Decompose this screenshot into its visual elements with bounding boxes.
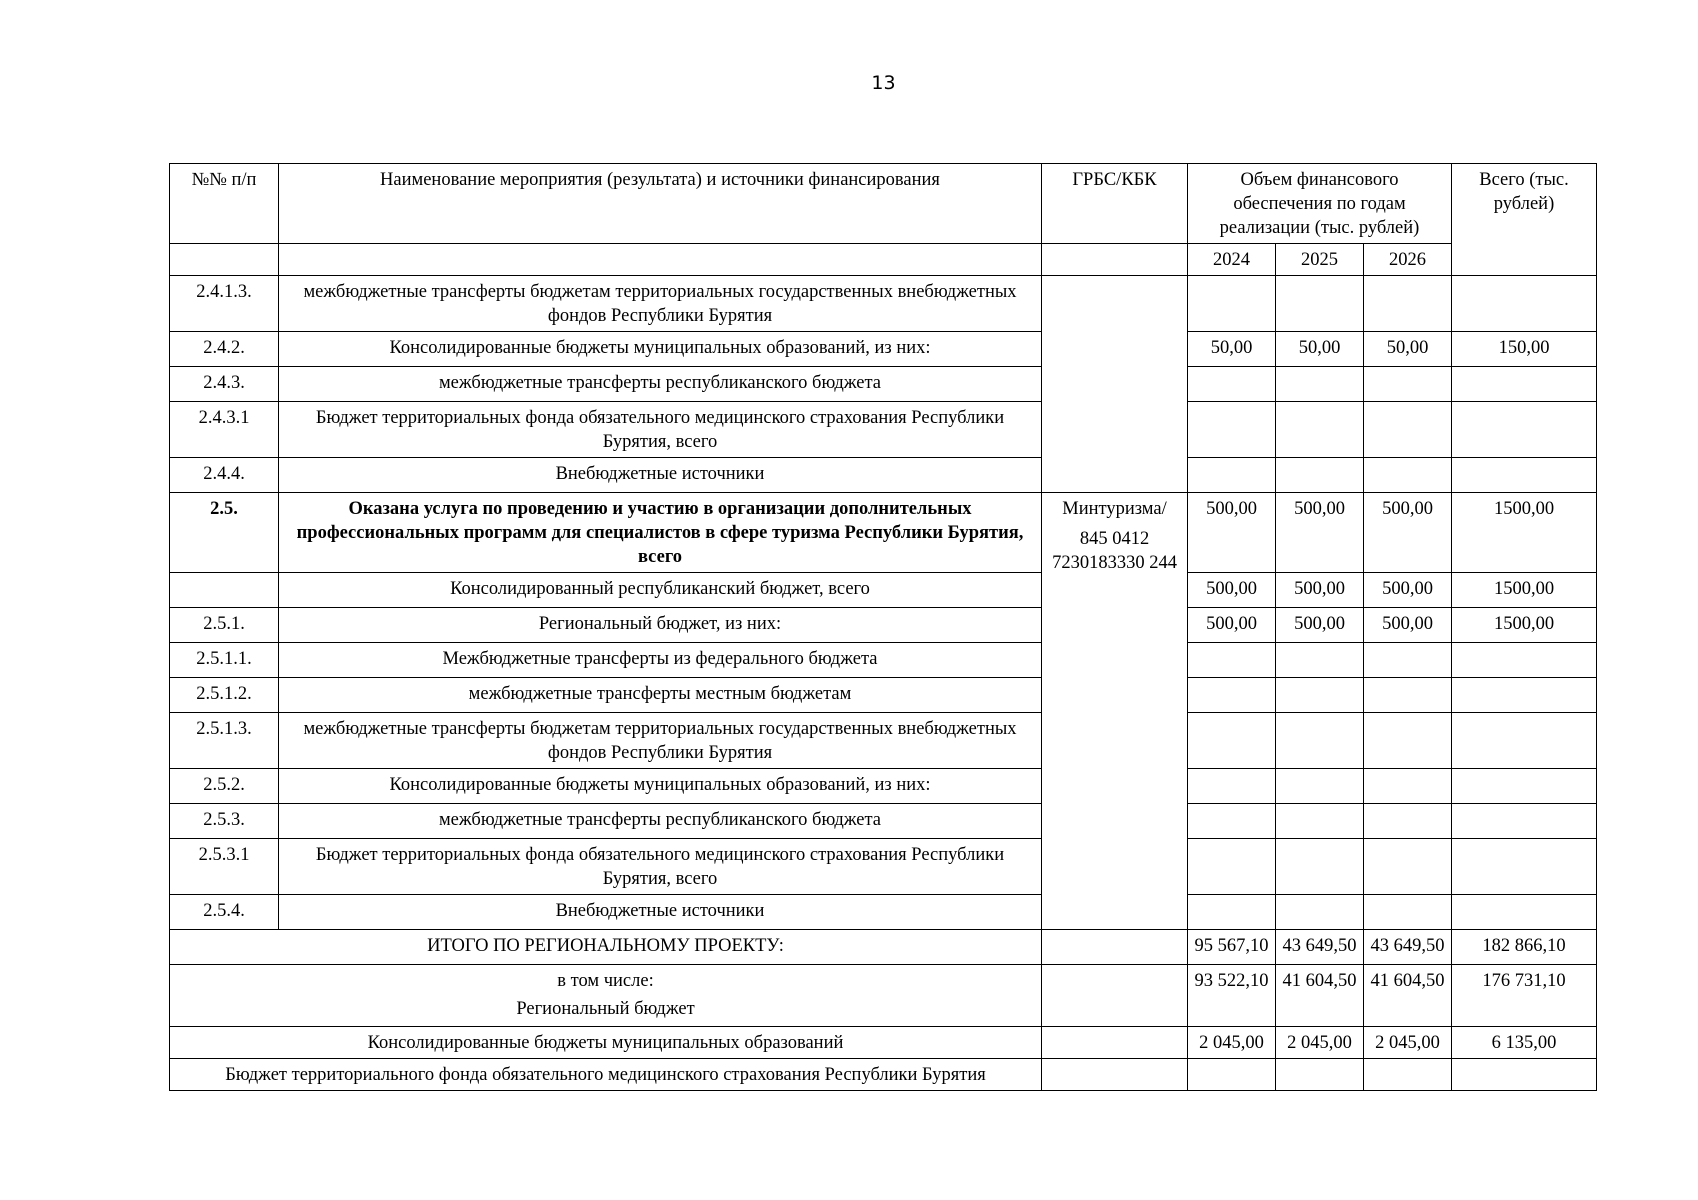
total-value-2024 [1188,1059,1276,1091]
row-value-2024 [1188,678,1276,713]
row-value-2024: 50,00 [1188,332,1276,367]
header-name: Наименование мероприятия (результата) и источники финансирования [279,164,1042,244]
row-number: 2.5.1.3. [170,713,279,769]
including-label: в том числе: [557,971,654,991]
row-total [1452,643,1597,678]
row-value-2024 [1188,713,1276,769]
total-sum [1452,1059,1597,1091]
total-value-2025 [1276,1059,1364,1091]
row-value-2024 [1188,804,1276,839]
total-value-2025: 2 045,00 [1276,1027,1364,1059]
row-number: 2.5.3.1 [170,839,279,895]
total-value-2025: 41 604,50 [1276,965,1364,1027]
header-years-row [170,244,1597,276]
table-row [170,573,1597,608]
row-value-2026 [1364,402,1452,458]
header-no-empty [170,244,279,276]
header-no: №№ п/п [170,164,279,244]
table-row [170,276,1597,332]
row-name: Оказана услуга по проведению и участию в организации дополнительных профессиональных программ для специалистов в сфере туризма Республики Бурятия, всего [279,493,1042,573]
row-name: Консолидированные бюджеты муниципальных образований, из них: [279,332,1042,367]
row-value-2026 [1364,276,1452,332]
table-row [170,332,1597,367]
header-volume: Объем финансового обеспечения по годам реализации (тыс. рублей) [1188,164,1452,244]
row-value-2026 [1364,643,1452,678]
regional-budget-label: Региональный бюджет [516,999,695,1019]
row-value-2025 [1276,769,1364,804]
total-label: ИТОГО ПО РЕГИОНАЛЬНОМУ ПРОЕКТУ: [170,930,1042,965]
row-name: Бюджет территориальных фонда обязательного медицинского страхования Республики Бурятия, всего [279,839,1042,895]
total-value-2024: 95 567,10 [1188,930,1276,965]
row-value-2025: 500,00 [1276,608,1364,643]
medical-fund-row [170,1059,1597,1091]
row-number: 2.4.1.3. [170,276,279,332]
row-total [1452,678,1597,713]
header-grbs-empty [1042,244,1188,276]
total-grbs-empty [1042,930,1188,965]
row-number: 2.4.2. [170,332,279,367]
header-year-2024: 2024 [1188,244,1276,276]
row-name: Бюджет территориальных фонда обязательного медицинского страхования Республики Бурятия, всего [279,402,1042,458]
total-sum: 6 135,00 [1452,1027,1597,1059]
row-number: 2.4.3. [170,367,279,402]
row-value-2025 [1276,839,1364,895]
row-value-2024 [1188,458,1276,493]
row-number: 2.5. [170,493,279,573]
header-row [170,164,1597,244]
row-value-2025: 500,00 [1276,573,1364,608]
regional-budget-label-cell [170,965,1042,1027]
table-row-bold [170,493,1597,573]
total-value-2026: 2 045,00 [1364,1027,1452,1059]
table-row [170,367,1597,402]
row-value-2025 [1276,713,1364,769]
total-label: Бюджет территориального фонда обязательного медицинского страхования Республики Бурятия [170,1059,1042,1091]
financing-table [169,163,1597,1091]
row-total [1452,402,1597,458]
row-value-2024: 500,00 [1188,493,1276,573]
total-sum: 182 866,10 [1452,930,1597,965]
municipal-budgets-row [170,1027,1597,1059]
page-number: 13 [871,72,896,94]
table-row [170,678,1597,713]
row-total: 150,00 [1452,332,1597,367]
row-value-2024 [1188,839,1276,895]
header-name-empty [279,244,1042,276]
row-value-2026 [1364,804,1452,839]
row-name: Консолидированные бюджеты муниципальных образований, из них: [279,769,1042,804]
row-value-2025: 500,00 [1276,493,1364,573]
total-grbs-empty [1042,1027,1188,1059]
table-row [170,713,1597,769]
row-value-2024 [1188,402,1276,458]
row-number: 2.5.2. [170,769,279,804]
row-value-2025 [1276,402,1364,458]
row-value-2024 [1188,769,1276,804]
table-row [170,895,1597,930]
row-total: 1500,00 [1452,608,1597,643]
row-value-2026 [1364,895,1452,930]
regional-budget-row [170,965,1597,1027]
row-value-2025 [1276,276,1364,332]
grbs-cell-empty [1042,276,1188,493]
total-value-2025: 43 649,50 [1276,930,1364,965]
table-row [170,608,1597,643]
total-value-2026 [1364,1059,1452,1091]
row-value-2026 [1364,678,1452,713]
header-grbs: ГРБС/КБК [1042,164,1188,244]
row-value-2024 [1188,895,1276,930]
total-value-2024: 93 522,10 [1188,965,1276,1027]
row-name: межбюджетные трансферты бюджетам территориальных государственных внебюджетных фондов Республики Бурятия [279,276,1042,332]
row-name: межбюджетные трансферты республиканского бюджета [279,367,1042,402]
table-row [170,458,1597,493]
header-total: Всего (тыс. рублей) [1452,164,1597,276]
grbs-line-3: 7230183330 244 [1052,553,1177,573]
row-value-2025 [1276,367,1364,402]
row-number: 2.5.4. [170,895,279,930]
row-value-2025 [1276,678,1364,713]
row-number: 2.5.1. [170,608,279,643]
row-total [1452,276,1597,332]
row-value-2024 [1188,643,1276,678]
row-value-2026 [1364,839,1452,895]
row-total [1452,769,1597,804]
row-name: Региональный бюджет, из них: [279,608,1042,643]
row-total [1452,367,1597,402]
table-row [170,402,1597,458]
row-name: Консолидированный республиканский бюджет, всего [279,573,1042,608]
row-value-2025 [1276,895,1364,930]
table-row [170,643,1597,678]
total-grbs-empty [1042,1059,1188,1091]
row-value-2026: 500,00 [1364,493,1452,573]
table-row [170,769,1597,804]
row-total [1452,895,1597,930]
total-value-2026: 43 649,50 [1364,930,1452,965]
row-name: Межбюджетные трансферты из федерального бюджета [279,643,1042,678]
header-year-2025: 2025 [1276,244,1364,276]
row-value-2026: 500,00 [1364,573,1452,608]
row-value-2026: 50,00 [1364,332,1452,367]
row-number: 2.5.1.2. [170,678,279,713]
row-total [1452,458,1597,493]
row-number: 2.4.4. [170,458,279,493]
row-total [1452,804,1597,839]
row-total: 1500,00 [1452,573,1597,608]
row-value-2025 [1276,804,1364,839]
grbs-line-1: Минтуризма/ [1062,499,1167,519]
header-year-2026: 2026 [1364,244,1452,276]
total-grbs-empty [1042,965,1188,1027]
row-value-2026 [1364,713,1452,769]
row-total: 1500,00 [1452,493,1597,573]
row-number: 2.4.3.1 [170,402,279,458]
row-total [1452,839,1597,895]
row-value-2024 [1188,276,1276,332]
total-label: Консолидированные бюджеты муниципальных образований [170,1027,1042,1059]
row-value-2026 [1364,769,1452,804]
total-row [170,930,1597,965]
row-name: межбюджетные трансферты бюджетам территориальных государственных внебюджетных фондов Республики Бурятия [279,713,1042,769]
row-value-2026 [1364,458,1452,493]
total-sum: 176 731,10 [1452,965,1597,1027]
table-row [170,839,1597,895]
row-number: 2.5.3. [170,804,279,839]
row-name: Внебюджетные источники [279,895,1042,930]
row-name: межбюджетные трансферты местным бюджетам [279,678,1042,713]
row-value-2025 [1276,458,1364,493]
grbs-cell [1042,493,1188,930]
grbs-line-2: 845 0412 [1079,529,1150,549]
row-number [170,573,279,608]
row-value-2026 [1364,367,1452,402]
total-value-2026: 41 604,50 [1364,965,1452,1027]
total-value-2024: 2 045,00 [1188,1027,1276,1059]
row-value-2025: 50,00 [1276,332,1364,367]
row-total [1452,713,1597,769]
row-name: Внебюджетные источники [279,458,1042,493]
row-value-2025 [1276,643,1364,678]
row-value-2024: 500,00 [1188,573,1276,608]
row-value-2024 [1188,367,1276,402]
table-row [170,804,1597,839]
row-name: межбюджетные трансферты республиканского бюджета [279,804,1042,839]
row-value-2026: 500,00 [1364,608,1452,643]
row-number: 2.5.1.1. [170,643,279,678]
row-value-2024: 500,00 [1188,608,1276,643]
